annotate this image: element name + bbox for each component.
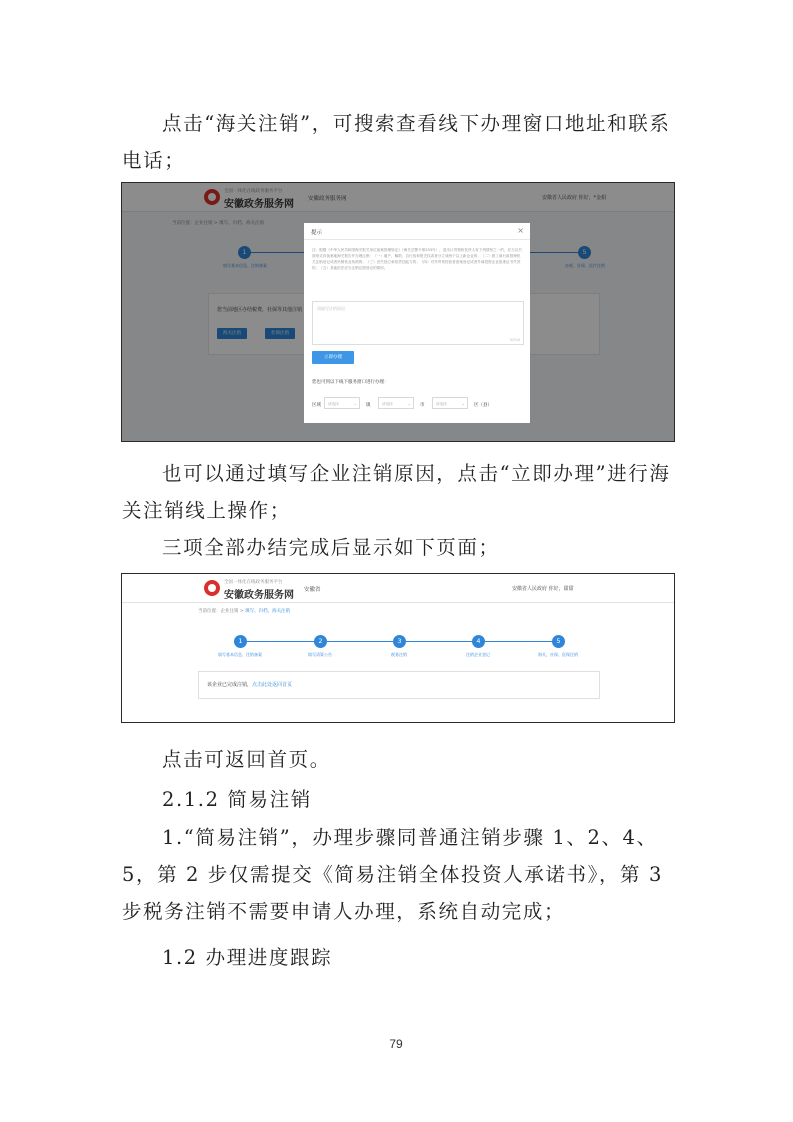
step-dot: 4 <box>472 635 485 648</box>
header-region: 安徽省 <box>304 587 321 593</box>
paragraph-simple-cancel: 1.“简易注销”，办理步骤同普通注销步骤 1、2、4、5，第 2 步仅需提交《简易注销全体投资人承诺书》，第 3 步税务注销不需要申请人办理，系统自动完成； <box>122 826 663 923</box>
step-label: 填写基本信息、注销备案 <box>223 263 267 268</box>
reason-textarea[interactable] <box>312 301 524 345</box>
social-security-cancel-button[interactable]: 社保注销 <box>265 328 295 339</box>
logo-subtitle: 全国一体化在线政务服务平台 <box>224 189 283 194</box>
chevron-down-icon: ⌄ <box>353 401 357 406</box>
select-label-county: 区（县） <box>474 403 492 408</box>
step-label: 填写清算公告 <box>308 652 332 657</box>
return-home-link[interactable]: 点击此处返回首页 <box>252 682 293 688</box>
modal-note: 注：根据《中华人民共和国海关报关单位备案管理规定》（海关总署令第253号），进出口货物收发货人有下列情形之一的，应当以书面形式向备案地海关报告并办理注销：（一）破产、解散、自行放弃报关权或者分立成两个以上新企业的；（二）被工商行政管理机关注销登记或者吊销营业执照的；（三）丧失独立承担责任能力的；（四）对外贸易经营者备案登记或者外商投资企业批准证书失效的；（五）其他依法应当注销注册登记的情形。 <box>312 248 522 270</box>
screenshot-completed <box>121 573 675 723</box>
customs-cancel-button[interactable]: 海关注销 <box>217 328 247 339</box>
completed-message <box>207 681 292 688</box>
card-title: 您当前地区办结税费，社保等其他注销 <box>217 307 303 313</box>
header-region: 安徽政务服务网 <box>308 196 347 202</box>
header-user[interactable]: 安徽省人民政府 你好，*金娟 <box>542 195 607 201</box>
step-label: 税务注销 <box>391 652 407 657</box>
chevron-down-icon: ⌄ <box>461 401 465 406</box>
chevron-down-icon: ⌄ <box>407 401 411 406</box>
page-number: 79 <box>389 1037 403 1051</box>
breadcrumb: 当前位置：企业注销 > 填写、归档、海关注销 <box>172 221 265 226</box>
step-label: 填写基本信息、注销备案 <box>218 652 262 657</box>
logo-title: 安徽政务服务网 <box>224 199 294 210</box>
paragraph-return-home: 点击可返回首页。 <box>162 748 331 771</box>
step-dot: 5 <box>578 246 591 259</box>
paragraph-online-cancel: 也可以通过填写企业注销原因，点击“立即办理”进行海关注销线上操作； <box>122 462 671 522</box>
paragraph-customs-search: 点击“海关注销”，可搜索查看线下办理窗口地址和联系电话； <box>122 112 671 172</box>
section-heading-progress: 1.2 办理进度跟踪 <box>162 946 333 969</box>
step-label: 海关、社保、医保注销 <box>538 652 578 657</box>
step-label: 办税、社保、医疗注销 <box>565 263 605 268</box>
step-label: 注销企业登记 <box>466 652 490 657</box>
apply-now-button[interactable]: 立即办理 <box>312 351 354 364</box>
step-dot: 1 <box>234 635 247 648</box>
char-counter: 0/500 <box>509 338 520 342</box>
area-select[interactable] <box>324 397 360 409</box>
reason-placeholder: 请填写注销原因 <box>317 306 345 311</box>
breadcrumb-prefix: 当前位置：企业注销 > <box>198 609 246 614</box>
breadcrumb <box>198 608 290 614</box>
section-heading-simple-cancel: 2.1.2 简易注销 <box>162 788 312 811</box>
select-label-town: 镇 <box>366 403 371 408</box>
logo-title: 安徽政务服务网 <box>224 590 294 601</box>
step-dot: 3 <box>393 635 406 648</box>
screenshot-customs-modal <box>121 182 675 442</box>
header-user[interactable]: 安徽省人民政府 你好，甜甜 <box>512 586 574 592</box>
offline-window-label: 您也可到以下线下服务窗口进行办理： <box>312 380 389 385</box>
completed-text: 该企业已完成注销， <box>207 682 253 688</box>
notice-modal <box>304 223 530 423</box>
site-logo-icon <box>204 580 220 596</box>
step-dot: 2 <box>314 635 327 648</box>
area-select-value: 请选择 <box>328 402 339 406</box>
breadcrumb-link[interactable]: 填写、归档、海关注销 <box>245 609 291 614</box>
modal-title: 提示 <box>311 230 323 236</box>
close-icon[interactable]: × <box>517 226 524 235</box>
step-dot: 5 <box>552 635 565 648</box>
modal-divider <box>304 239 530 240</box>
select-label-area: 区域 <box>312 403 321 408</box>
completed-card <box>198 671 600 699</box>
select-label-city: 市 <box>420 403 425 408</box>
town-select-value: 请选择 <box>382 402 393 406</box>
city-select-value: 请选择 <box>436 402 447 406</box>
step-dot: 1 <box>238 246 251 259</box>
town-select[interactable] <box>378 397 414 409</box>
paragraph-completed: 三项全部办结完成后显示如下页面； <box>162 536 500 559</box>
city-select[interactable] <box>432 397 468 409</box>
site-header <box>122 574 674 603</box>
logo-subtitle: 全国一体化在线政务服务平台 <box>224 580 283 585</box>
